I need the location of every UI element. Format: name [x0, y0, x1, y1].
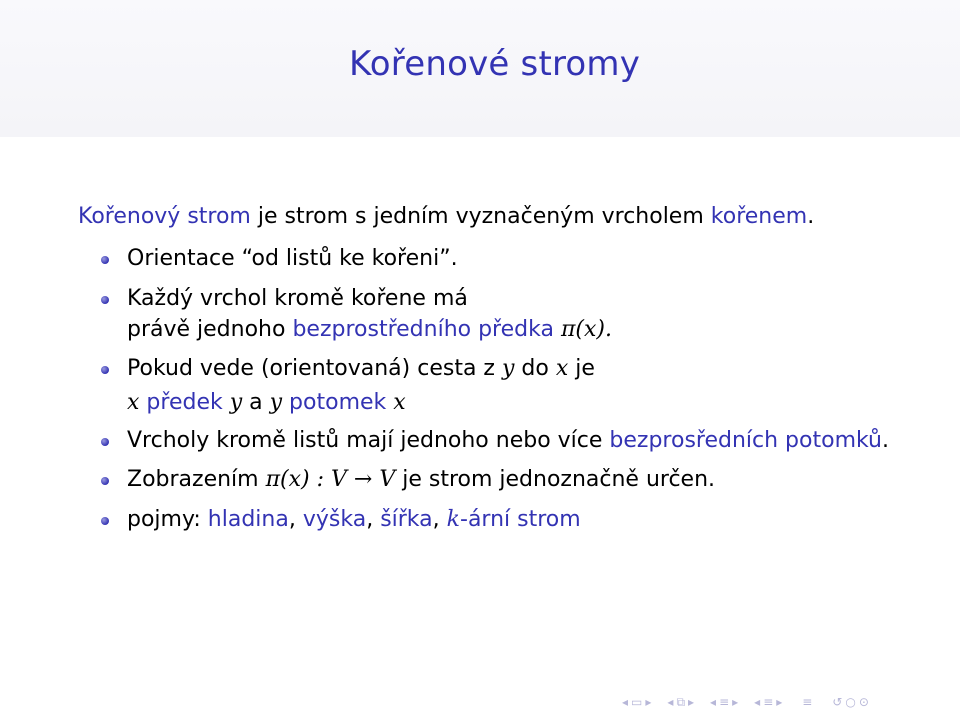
- list-item-continued: právě jednoho bezprostředního předka π(x).: [127, 317, 612, 342]
- term-k-ary-tree: -ární strom: [460, 507, 581, 532]
- list-item: Zobrazením π(x) : V → V je strom jednoznačně určen.: [127, 467, 716, 492]
- list-item: Každý vrchol kromě kořene má: [127, 286, 468, 311]
- list-item-continued: x předek y a y potomek x: [127, 390, 406, 415]
- nav-section-prev-icon[interactable]: ◂: [710, 695, 717, 709]
- bullet-icon: [101, 477, 109, 485]
- term-root: kořenem: [710, 204, 808, 229]
- nav-doc-icon[interactable]: ≡: [802, 695, 813, 709]
- nav-section-next-icon[interactable]: ▸: [732, 695, 739, 709]
- term-parent: bezprostředního předka: [292, 317, 554, 342]
- bullet-icon: [101, 296, 109, 304]
- intro-line: Kořenový strom je strom s jedním vyznačeným vrcholem kořenem.: [78, 204, 815, 229]
- nav-back-icon[interactable]: ◂: [667, 695, 674, 709]
- list-item: pojmy: hladina, výška, šířka, k-ární strom: [127, 507, 581, 532]
- nav-first-icon[interactable]: ◂: [622, 695, 629, 709]
- nav-find-icon[interactable]: ⊙: [858, 695, 869, 709]
- intro-text: je strom s jedním vyznačeným vrcholem: [250, 204, 711, 229]
- term-level: hladina: [207, 507, 289, 532]
- slide-title: Kořenové stromy: [349, 44, 641, 84]
- nav-subsection-icon[interactable]: ⧉: [676, 694, 686, 709]
- list-item: Vrcholy kromě listů mají jednoho nebo více bezprosředních potomků.: [127, 428, 889, 453]
- list-item: Orientace “od listů ke kořeni”.: [127, 246, 458, 271]
- math-pi-x: π(x).: [560, 317, 612, 342]
- term-rooted-tree: Kořenový strom: [78, 204, 251, 229]
- nav-fwd-icon[interactable]: ▸: [688, 695, 695, 709]
- navigation-bar: [622, 694, 872, 710]
- nav-frame-icon[interactable]: ▭: [631, 695, 643, 709]
- bullet-icon: [101, 517, 109, 525]
- nav-subsec-next-icon[interactable]: ▸: [776, 695, 783, 709]
- term-descendant: potomek: [282, 390, 394, 415]
- nav-subsec-prev-icon[interactable]: ◂: [754, 695, 761, 709]
- math-mapping: π(x) : V → V: [265, 467, 396, 492]
- bullet-icon: [101, 256, 109, 264]
- bullet-icon: [101, 366, 109, 374]
- term-ancestor: předek: [139, 390, 230, 415]
- nav-search-icon[interactable]: ↺: [832, 695, 843, 709]
- bullet-icon: [101, 438, 109, 446]
- list-item: Pokud vede (orientovaná) cesta z y do x je: [127, 356, 595, 381]
- nav-subsec-icon[interactable]: ≡: [763, 695, 774, 709]
- nav-section-icon[interactable]: ≡: [719, 695, 730, 709]
- term-width: šířka: [380, 507, 433, 532]
- term-children: bezprosředních potomků: [609, 428, 882, 453]
- nav-zoom-icon[interactable]: ○: [845, 695, 856, 709]
- term-height: výška: [302, 507, 367, 532]
- nav-prev-icon[interactable]: ▸: [645, 695, 652, 709]
